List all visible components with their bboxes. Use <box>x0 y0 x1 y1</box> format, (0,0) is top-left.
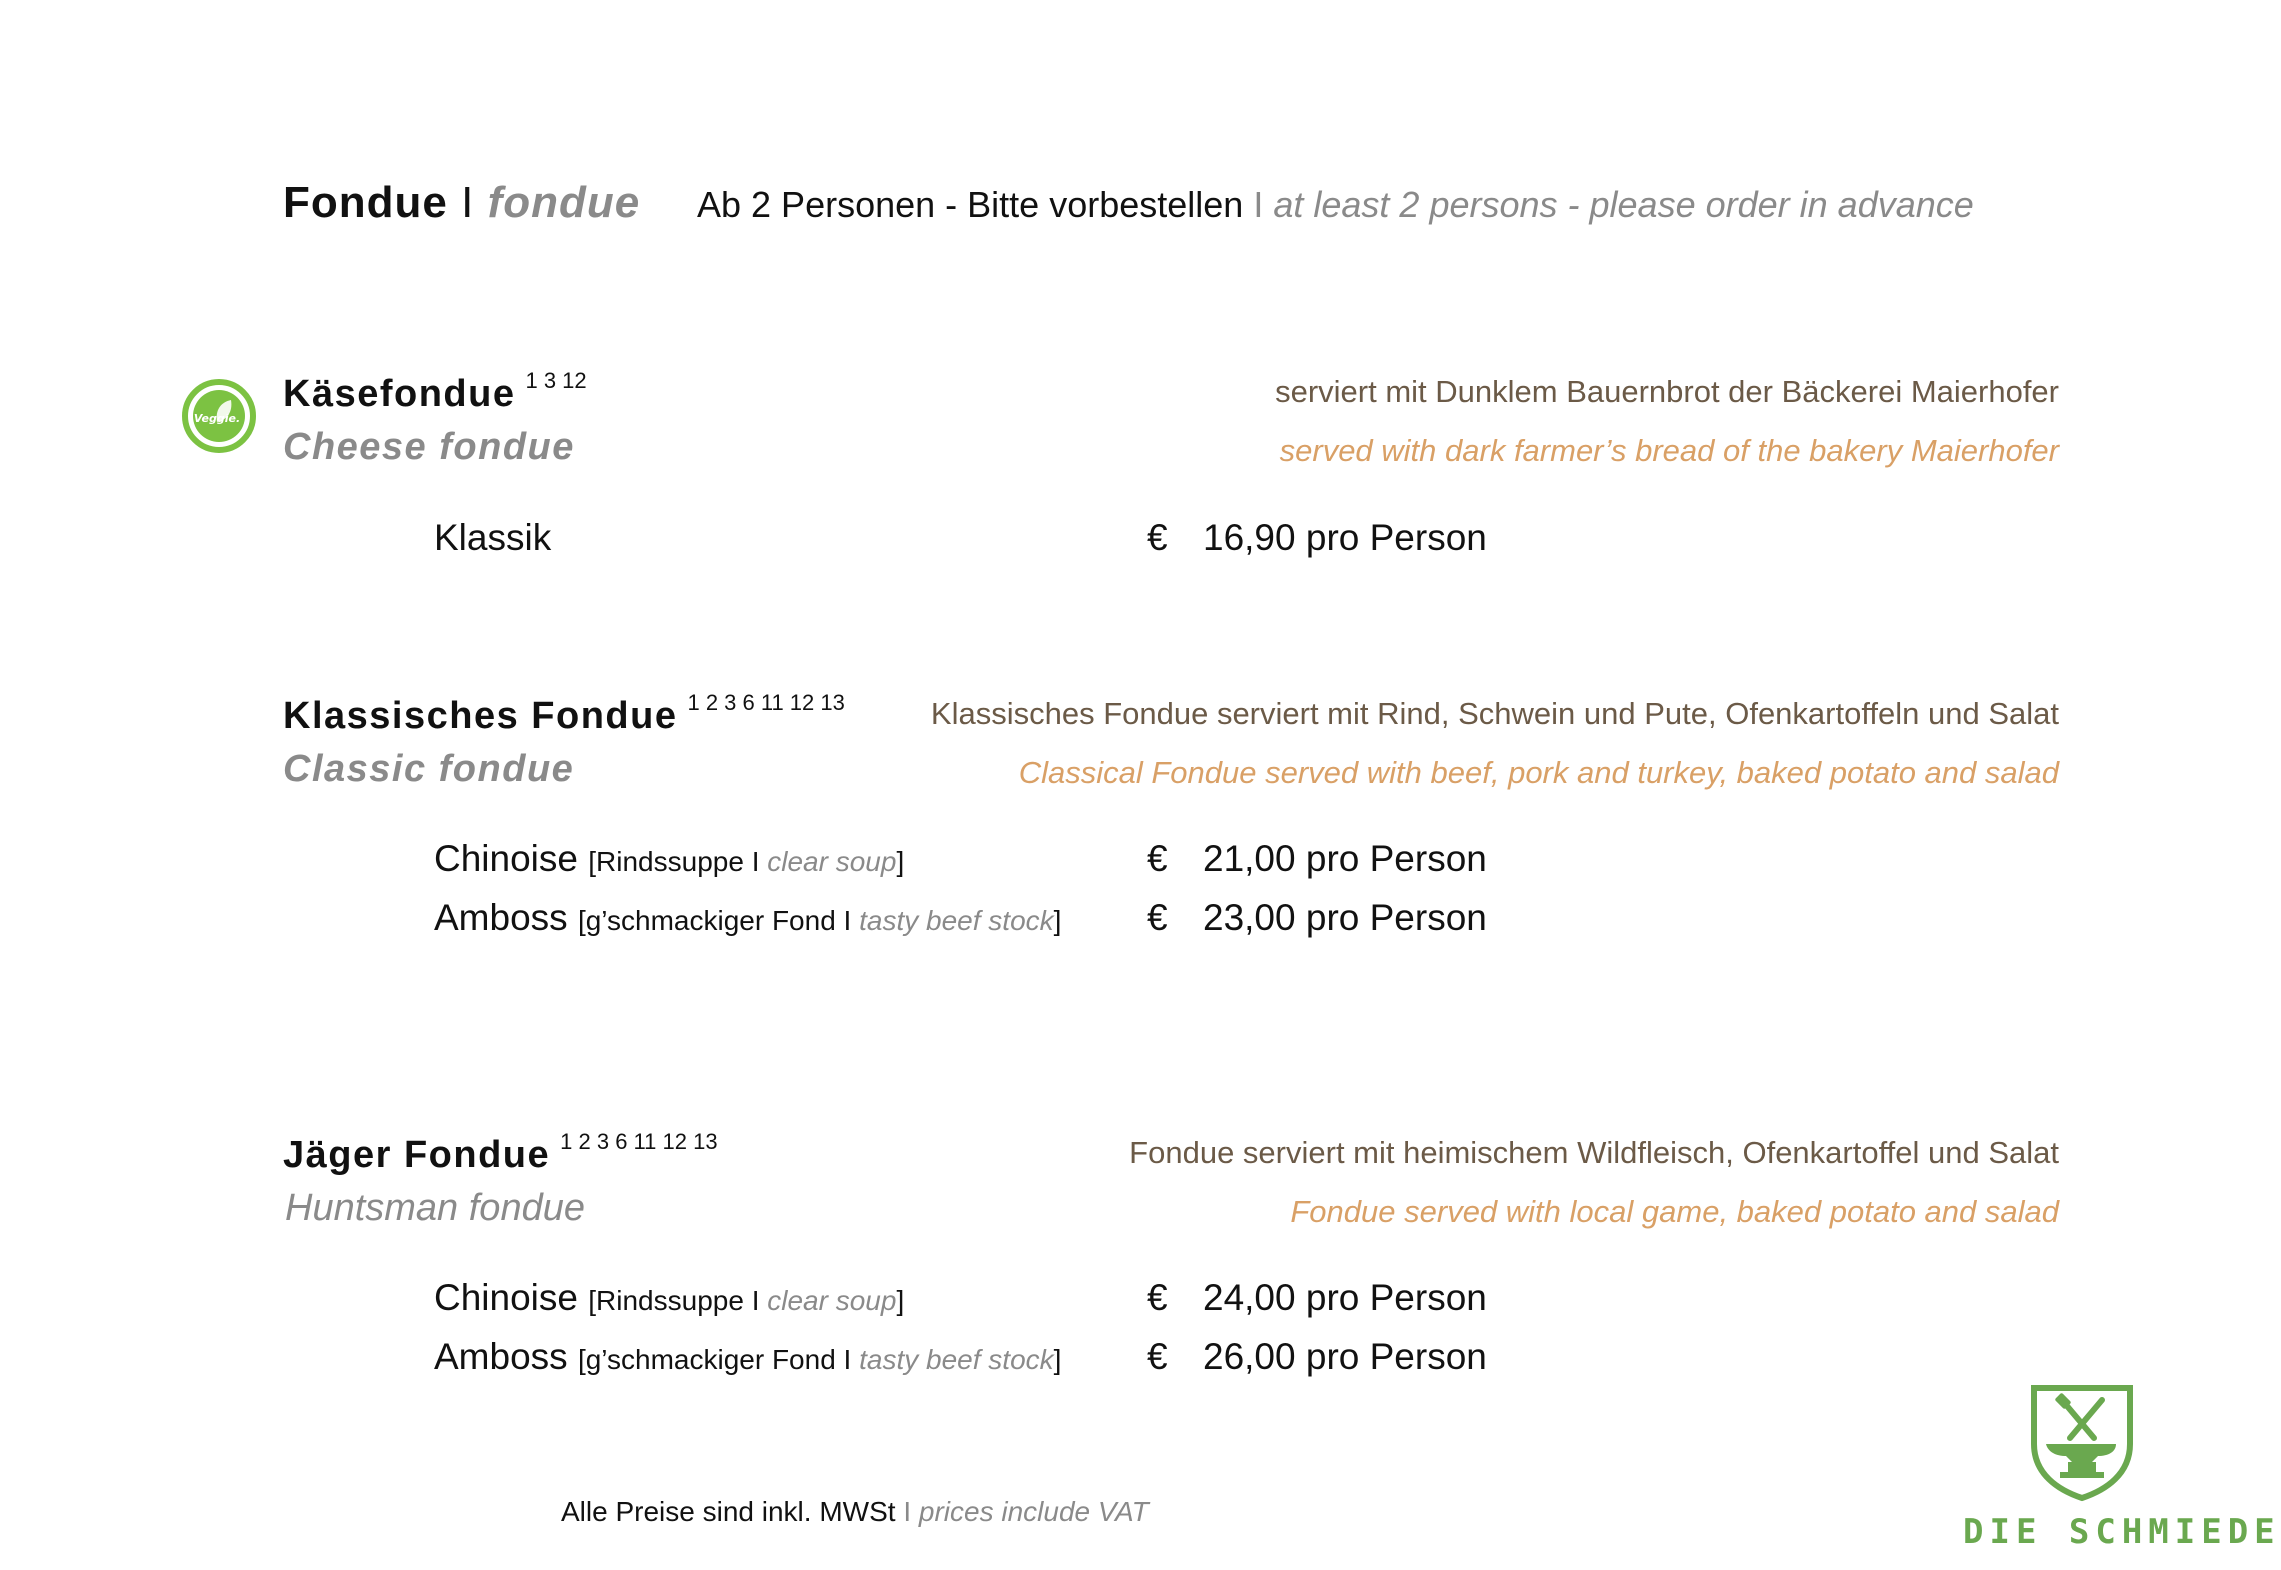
footer-text-en: prices include VAT <box>918 1496 1149 1527</box>
footer-vat-note <box>561 1496 1149 1528</box>
page-title <box>283 178 640 228</box>
menu-item-note: [g’schmackiger Fond I tasty beef stock] <box>577 905 1062 936</box>
section-desc-de: Klassisches Fondue serviert mit Rind, Schwein und Pute, Ofenkartoffeln und Salat <box>930 696 2059 731</box>
section-title-en: Classic fondue <box>283 748 575 790</box>
menu-item-note: [Rindssuppe I clear soup] <box>588 846 905 877</box>
section-desc-en: Fondue served with local game, baked potato and salad <box>1290 1194 2059 1229</box>
currency-symbol: € <box>1147 1336 1168 1377</box>
currency-symbol: € <box>1147 517 1168 558</box>
menu-item-note: [Rindssuppe I clear soup] <box>588 1285 905 1316</box>
menu-item <box>434 1277 904 1319</box>
menu-item-name: Klassik <box>434 517 552 558</box>
section-desc-en: served with dark farmer’s bread of the bakery Maierhofer <box>1279 433 2059 468</box>
title-de: Fondue <box>283 178 448 227</box>
note-en: at least 2 persons - please order in advance <box>1273 184 1974 225</box>
menu-item-price: 21,00 pro Person <box>1203 838 1487 879</box>
section-title-de <box>283 690 845 738</box>
menu-item-name: Chinoise <box>434 1277 578 1318</box>
anvil-shield-icon <box>2028 1382 2136 1502</box>
title-en: fondue <box>487 178 641 227</box>
menu-item <box>434 1336 1061 1378</box>
veggie-badge-label: Veggie. <box>193 412 241 425</box>
header-note <box>697 184 1974 226</box>
section-desc-en: Classical Fondue served with beef, pork and turkey, baked potato and salad <box>1018 755 2059 790</box>
brand-name: DIE SCHMIEDE <box>1963 1512 2281 1552</box>
section-title-de <box>283 368 587 416</box>
veggie-badge-icon <box>181 378 257 454</box>
section-name-de: Jäger Fondue <box>283 1134 551 1176</box>
footer-text-de: Alle Preise sind inkl. MWSt <box>561 1496 896 1527</box>
section-title-en: Huntsman fondue <box>285 1187 585 1229</box>
menu-item-name: Amboss <box>434 897 568 938</box>
currency-symbol: € <box>1147 838 1168 879</box>
menu-item <box>434 897 1061 939</box>
menu-item-note: [g’schmackiger Fond I tasty beef stock] <box>577 1344 1062 1375</box>
menu-item-name: Chinoise <box>434 838 578 879</box>
section-title-en: Cheese fondue <box>283 426 575 468</box>
menu-item-price: 24,00 pro Person <box>1203 1277 1487 1318</box>
footer-separator: I <box>903 1496 912 1527</box>
currency-symbol: € <box>1147 897 1168 938</box>
currency-symbol: € <box>1147 1277 1168 1318</box>
allergen-codes: 1 2 3 6 11 12 13 <box>687 690 845 715</box>
note-separator: I <box>1253 184 1264 225</box>
menu-item <box>434 838 904 880</box>
section-name-de: Käsefondue <box>283 373 516 415</box>
note-de: Ab 2 Personen - Bitte vorbestellen <box>697 184 1244 225</box>
allergen-codes: 1 2 3 6 11 12 13 <box>560 1129 718 1154</box>
menu-item-name: Amboss <box>434 1336 568 1377</box>
menu-item-price: 26,00 pro Person <box>1203 1336 1487 1377</box>
allergen-codes: 1 3 12 <box>525 368 587 393</box>
section-desc-de: Fondue serviert mit heimischem Wildfleisch, Ofenkartoffel und Salat <box>1129 1135 2059 1170</box>
title-separator: I <box>461 178 475 227</box>
menu-item-price: 16,90 pro Person <box>1203 517 1487 558</box>
menu-item-price: 23,00 pro Person <box>1203 897 1487 938</box>
section-title-de <box>283 1129 718 1177</box>
section-name-de: Klassisches Fondue <box>283 695 678 737</box>
section-desc-de: serviert mit Dunklem Bauernbrot der Bäckerei Maierhofer <box>1275 374 2059 409</box>
